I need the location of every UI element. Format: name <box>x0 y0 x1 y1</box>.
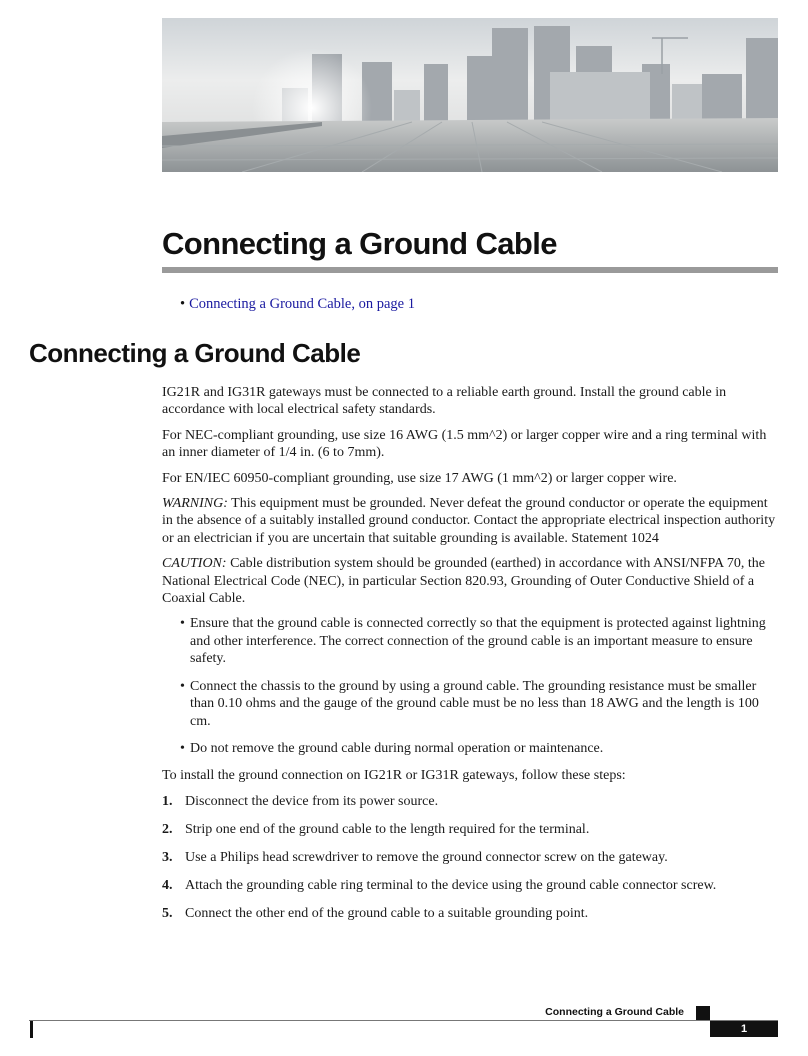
city-skyline-image <box>162 18 778 172</box>
footer-left-tick <box>30 1021 33 1038</box>
step-text: Connect the other end of the ground cable to a suitable grounding point. <box>185 905 589 921</box>
toc-bullet: • <box>180 296 186 312</box>
step-text: Use a Philips head screwdriver to remove the ground connector screw on the gateway. <box>185 849 668 865</box>
step-number: 1. <box>162 793 173 809</box>
warning-label: WARNING: <box>162 496 228 512</box>
safety-bullet-list <box>162 615 780 757</box>
paragraph: For NEC-compliant grounding, use size 16 AWG (1.5 mm^2) or larger copper wire and a ring terminal with an inner diameter of 1/4 in. (6 to 7mm). <box>162 427 767 461</box>
step-number: 2. <box>162 821 173 837</box>
footer-chapter-title: Connecting a Ground Cable <box>545 1006 684 1018</box>
paragraph: IG21R and IG31R gateways must be connected to a reliable earth ground. Install the ground cable in accordance with local electrical safety standards. <box>162 385 727 418</box>
toc-link-connecting-a-ground-cable[interactable]: Connecting a Ground Cable, on page 1 <box>189 296 415 312</box>
mini-toc <box>180 296 415 313</box>
steps-intro: To install the ground connection on IG21R or IG31R gateways, follow these steps: <box>162 768 626 784</box>
step-text: Attach the grounding cable ring terminal to the device using the ground cable connector screw. <box>185 877 717 893</box>
list-item: • Connect the chassis to the ground by using a ground cable. The grounding resistance must be smaller than 0.10 ohms and the gauge of the ground cable must be no less than 18 AWG and the length is 100 cm. <box>180 678 780 730</box>
step-item <box>162 905 780 922</box>
list-item: • Do not remove the ground cable during normal operation or maintenance. <box>180 740 780 757</box>
warning-statement <box>162 495 780 547</box>
step-number: 3. <box>162 849 173 865</box>
page-number: 1 <box>710 1021 778 1037</box>
list-item: • Ensure that the ground cable is connected correctly so that the equipment is protected against lightning and other interference. The correct connection of the ground cable is an important measure to ensure safety. <box>180 615 780 667</box>
step-item <box>162 793 780 810</box>
step-number: 4. <box>162 877 173 893</box>
paragraph: For EN/IEC 60950-compliant grounding, use size 17 AWG (1 mm^2) or larger copper wire. <box>162 470 677 486</box>
caution-label: CAUTION: <box>162 556 227 572</box>
footer-marker <box>696 1006 710 1020</box>
header-banner-image <box>162 18 778 172</box>
step-text: Strip one end of the ground cable to the length required for the terminal. <box>185 821 590 837</box>
caution-text: Cable distribution system should be grounded (earthed) in accordance with ANSI/NFPA 70, the National Electrical Code (NEC), in particular Section 820.93, Grounding of Outer Conductive Shield of a Coaxial Cable. <box>162 556 765 607</box>
section-title: Connecting a Ground Cable <box>29 338 361 368</box>
step-number: 5. <box>162 905 173 921</box>
step-text: Disconnect the device from its power source. <box>185 793 439 809</box>
caution-statement <box>162 555 780 607</box>
step-item <box>162 877 780 894</box>
section-body <box>162 384 780 933</box>
chapter-title: Connecting a Ground Cable <box>162 226 557 261</box>
warning-text: This equipment must be grounded. Never defeat the ground conductor or operate the equipment in the absence of a suitably installed ground conductor. Contact the appropriate electrical inspection authority or an electrician if you are uncertain that suitable grounding is available. Statement 1024 <box>162 496 776 546</box>
install-steps-list <box>162 793 780 922</box>
chapter-title-rule <box>162 267 778 273</box>
footer-rule <box>29 1020 778 1021</box>
step-item <box>162 849 780 866</box>
step-item <box>162 821 780 838</box>
